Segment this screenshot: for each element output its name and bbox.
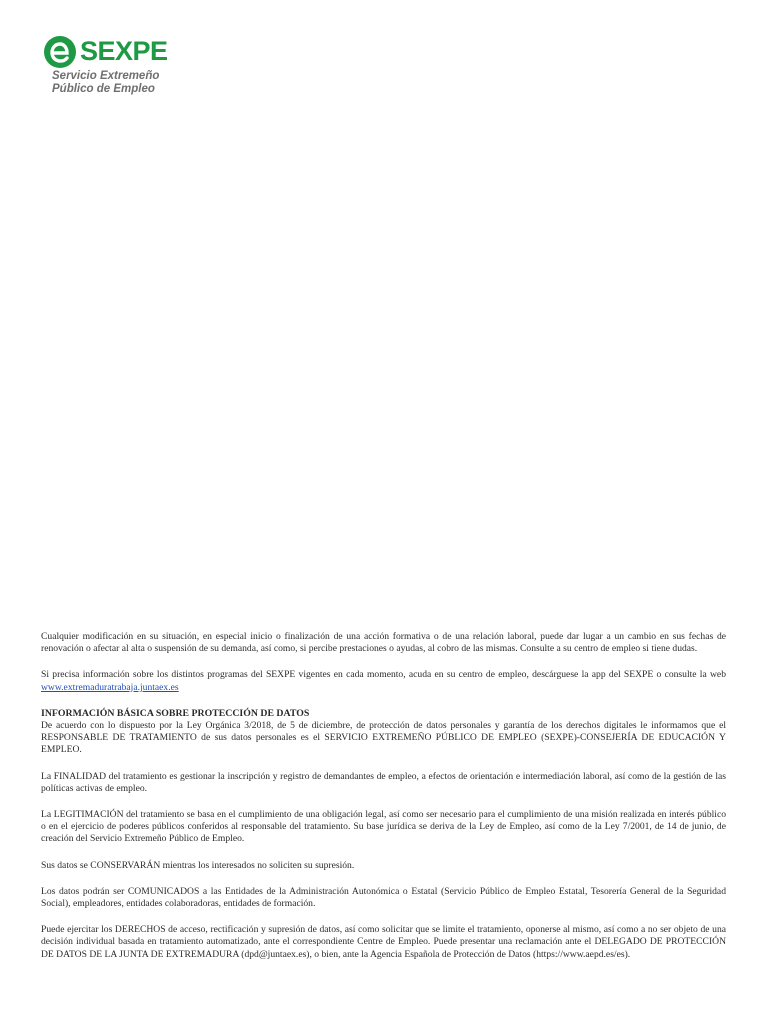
logo-subtitle [52,70,159,96]
data-protection-section [41,708,726,757]
data-communication: Los datos podrán ser COMUNICADOS a las Entidades de la Administración Autonómica o Estatal (Servicio Público de Empleo Estatal, Tesorería General de la Seguridad Social), empleadores, entidades colaboradoras, entidades de formación. [41,885,726,910]
programs-info-text: Si precisa información sobre los distintos programas del SEXPE vigentes en cada momento, acuda en su centro de empleo, descárguese la app del SEXPE o consulte la web [41,669,726,681]
programs-info [41,669,726,693]
data-purpose: La FINALIDAD del tratamiento es gestionar la inscripción y registro de demandantes de empleo, a efectos de orientación e intermediación laboral, así como de la gestión de las políticas activas de empleo. [41,770,726,794]
logo-wordmark: SEXPE [80,36,168,66]
sexpe-website-link[interactable]: www.extremaduratrabaja.juntaex.es [41,681,179,693]
modification-notice: Cualquier modificación en su situación, en especial inicio o finalización de una acción formativa o de una relación laboral, puede dar lugar a un cambio en sus fechas de renovación o afectar al alta o suspensión de su demanda, así como, si percibe prestaciones o ayudas, al cobro de las mismas. Consulte a su centro de empleo si tiene dudas. [41,631,726,655]
logo-subtitle-line2: Público de Empleo [52,83,155,95]
data-legitimation: La LEGITIMACIÓN del tratamiento se basa en el cumplimiento de una obligación legal, así como ser necesario para el cumplimiento de una misión realizada en interés público o en el ejercicio de poderes públicos conferidos al responsable del tratamiento. Su base jurídica se deriva de la Ley de Empleo, así como de la Ley 7/2001, de 14 de junio, de creación del Servicio Extremeño Público de Empleo. [41,809,726,845]
document-body [41,631,726,975]
data-protection-heading: INFORMACIÓN BÁSICA SOBRE PROTECCIÓN DE DATOS [41,707,310,719]
logo-subtitle-line1: Servicio Extremeño [52,70,160,82]
sexpe-e-logo-icon [44,36,76,68]
data-rights: Puede ejercitar los DERECHOS de acceso, rectificación y supresión de datos, así como solicitar que se limite el tratamiento, oponerse al mismo, así como a no ser objeto de una decisión individual basada en tratamiento automatizado, ante el correspondiente Centre de Empleo. Puede presentar una reclamación ante el DELEGADO DE PROTECCIÓN DE DATOS DE LA JUNTA DE EXTREMADURA (dpd@juntaex.es), o bien, ante la Agencia Española de Protección de Datos (https://www.aepd.es/es). [41,924,726,960]
data-retention: Sus datos se CONSERVARÁN mientras los interesados no soliciten su supresión. [41,859,355,871]
data-protection-responsible: De acuerdo con lo dispuesto por la Ley Orgánica 3/2018, de 5 de diciembre, de protección de datos personales y garantía de los derechos digitales le informamos que el RESPONSABLE DE TRATAMIENTO de sus datos personales es el SERVICIO EXTREMEÑO PÚBLICO DE EMPLEO (SEXPE)-CONSEJERÍA DE EDUCACIÓN Y EMPLEO. [41,720,726,756]
sexpe-logo [44,34,184,98]
